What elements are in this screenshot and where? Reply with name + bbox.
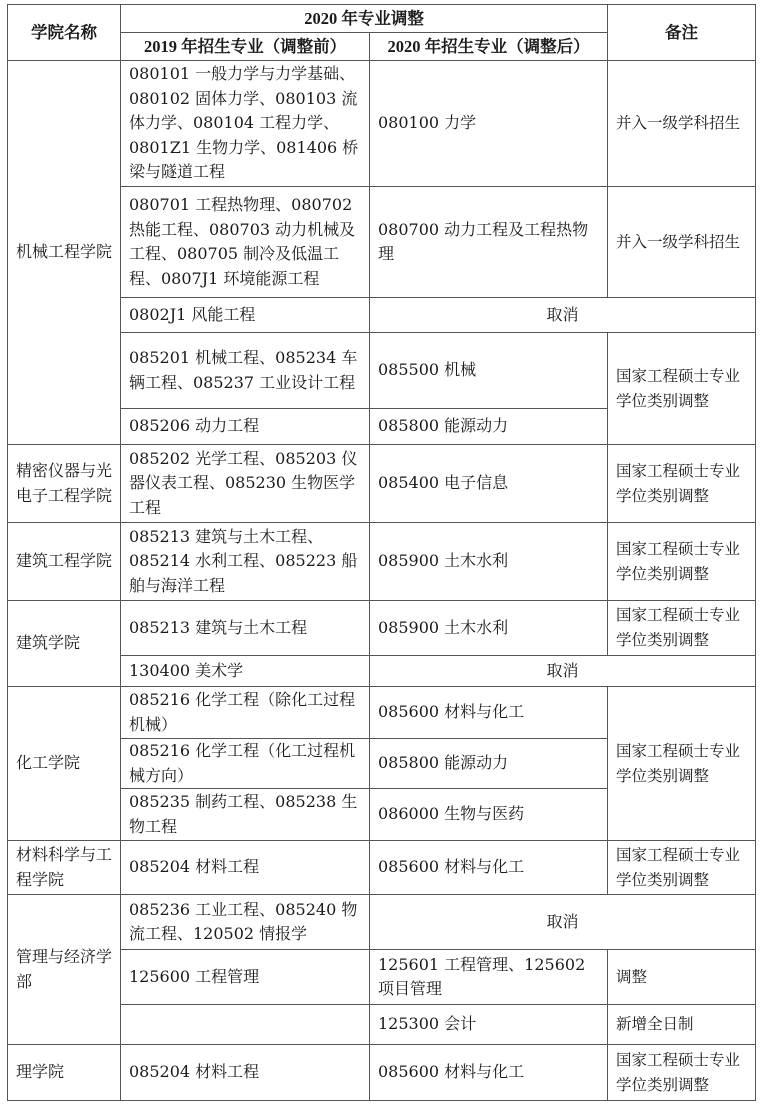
table-row [8,1005,756,1045]
header-remark: 备注 [608,5,756,61]
college-cell: 理学院 [8,1045,121,1101]
college-cell: 材料科学与工程学院 [8,841,121,895]
header-college: 学院名称 [8,5,121,61]
college-cell: 精密仪器与光电子工程学院 [8,445,121,523]
table-row [8,656,756,687]
table-row [8,523,756,601]
before-cell: 085204 材料工程 [121,841,370,895]
after-cell: 085400 电子信息 [370,445,608,523]
before-cell: 085202 光学工程、085203 仪器仪表工程、085230 生物医学工程 [121,445,370,523]
after-cell: 085900 土木水利 [370,523,608,601]
remark-cell: 国家工程硕士专业学位类别调整 [608,523,756,601]
remark-cell: 并入一级学科招生 [608,187,756,298]
before-cell: 085213 建筑与土木工程、085214 水利工程、085223 船舶与海洋工程 [121,523,370,601]
college-cell: 化工学院 [8,687,121,841]
table-row [8,333,756,409]
table-row [8,298,756,333]
before-cell: 085201 机械工程、085234 车辆工程、085237 工业设计工程 [121,333,370,409]
college-cell: 管理与经济学部 [8,895,121,1045]
before-cell [121,1005,370,1045]
before-cell: 130400 美术学 [121,656,370,687]
remark-cell: 国家工程硕士专业学位类别调整 [608,1045,756,1101]
before-cell: 080101 一般力学与力学基础、080102 固体力学、080103 流体力学、080104 工程力学、0801Z1 生物力学、081406 桥梁与隧道工程 [121,61,370,187]
after-cell: 086000 生物与医药 [370,789,608,841]
remark-cell: 新增全日制 [608,1005,756,1045]
table-row [8,895,756,950]
after-cell: 085600 材料与化工 [370,841,608,895]
remark-cell: 国家工程硕士专业学位类别调整 [608,841,756,895]
college-cell: 建筑工程学院 [8,523,121,601]
before-cell: 085204 材料工程 [121,1045,370,1101]
college-cell: 建筑学院 [8,601,121,687]
after-cell: 085600 材料与化工 [370,1045,608,1101]
after-cell: 085800 能源动力 [370,409,608,445]
cancelled-cell: 取消 [370,656,756,687]
table-row [8,950,756,1005]
remark-cell: 国家工程硕士专业学位类别调整 [608,333,756,445]
remark-cell: 并入一级学科招生 [608,61,756,187]
table-row [8,61,756,187]
after-cell: 085600 材料与化工 [370,687,608,739]
before-cell: 085235 制药工程、085238 生物工程 [121,789,370,841]
before-cell: 0802J1 风能工程 [121,298,370,333]
after-cell: 080100 力学 [370,61,608,187]
after-cell: 085500 机械 [370,333,608,409]
table-row [8,1045,756,1101]
remark-cell: 国家工程硕士专业学位类别调整 [608,445,756,523]
remark-cell: 国家工程硕士专业学位类别调整 [608,687,756,841]
remark-cell: 国家工程硕士专业学位类别调整 [608,601,756,656]
after-cell: 125601 工程管理、125602 项目管理 [370,950,608,1005]
before-cell: 085216 化学工程（除化工过程机械） [121,687,370,739]
after-cell: 085800 能源动力 [370,739,608,789]
table-row [8,687,756,739]
before-cell: 085216 化学工程（化工过程机械方向） [121,739,370,789]
after-cell: 085900 土木水利 [370,601,608,656]
before-cell: 085213 建筑与土木工程 [121,601,370,656]
cancelled-cell: 取消 [370,298,756,333]
before-cell: 125600 工程管理 [121,950,370,1005]
cancelled-cell: 取消 [370,895,756,950]
before-cell: 085206 动力工程 [121,409,370,445]
header-before: 2019 年招生专业（调整前） [121,33,370,61]
header-adjustment-2020: 2020 年专业调整 [121,5,608,33]
after-cell: 125300 会计 [370,1005,608,1045]
major-adjustment-table [7,4,756,1101]
remark-cell: 调整 [608,950,756,1005]
table-row [8,841,756,895]
table-row [8,187,756,298]
before-cell: 080701 工程热物理、080702 热能工程、080703 动力机械及工程、080705 制冷及低温工程、0807J1 环境能源工程 [121,187,370,298]
table-row [8,445,756,523]
table-row [8,601,756,656]
after-cell: 080700 动力工程及工程热物理 [370,187,608,298]
college-cell: 机械工程学院 [8,61,121,445]
header-after: 2020 年招生专业（调整后） [370,33,608,61]
before-cell: 085236 工业工程、085240 物流工程、120502 情报学 [121,895,370,950]
